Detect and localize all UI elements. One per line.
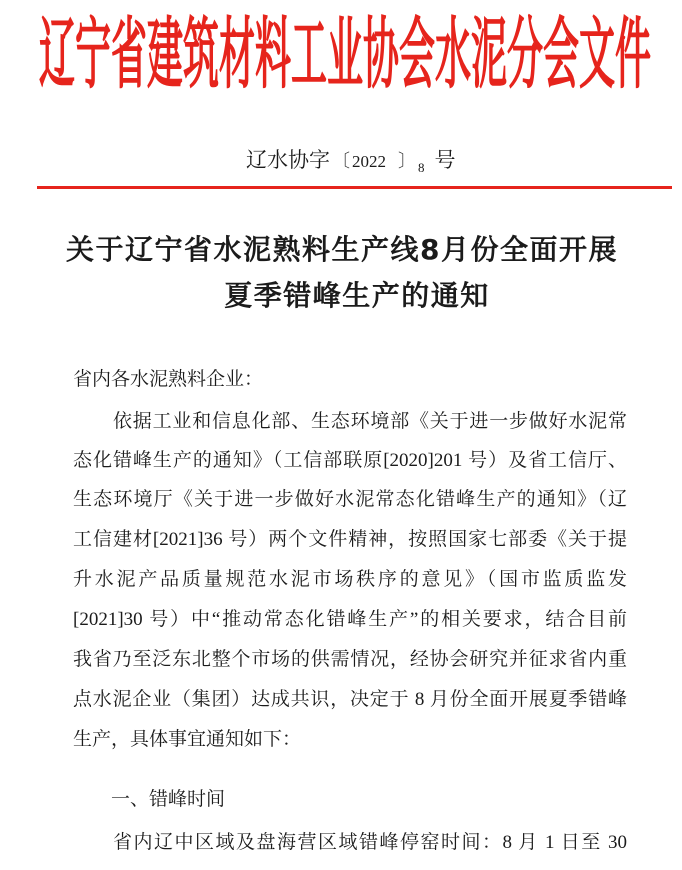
- document-number-suffix: 号: [434, 148, 456, 172]
- section-heading: 一、错峰时间: [111, 789, 226, 810]
- body-line: [2021]30 号）中“推动常态化错峰生产”的相关要求，结合目前: [73, 609, 627, 630]
- issuer-header-title: 辽宁省建筑材料工业协会水泥分会文件: [38, 11, 651, 100]
- body-line: 生产，具体事宜通知如下：: [73, 729, 302, 750]
- document-number-open-bracket: 〔: [332, 151, 350, 171]
- body-line: 我省乃至泛东北整个市场的供需情况，经协会研究并征求省内重: [73, 649, 627, 670]
- salutation: 省内各水泥熟料企业：: [73, 369, 264, 390]
- document-number-serial: 8: [418, 160, 425, 175]
- document-number-year: 2022: [352, 152, 386, 171]
- document-number-close-bracket: 〕: [398, 151, 416, 171]
- body-line: 工信建材[2021]36 号）两个文件精神，按照国家七部委《关于提: [73, 529, 627, 550]
- body-line: 点水泥企业（集团）达成共识，决定于 8 月份全面开展夏季错峰: [73, 689, 627, 710]
- body-line: 省内辽中区域及盘海营区域错峰停窑时间：8 月 1 日至 30: [113, 832, 627, 853]
- document-number-prefix: 辽水协字: [246, 148, 330, 172]
- document-title-line-1: 关于辽宁省水泥熟料生产线8月份全面开展: [66, 233, 618, 266]
- body-line: 依据工业和信息化部、生态环境部《关于进一步做好水泥常: [113, 411, 627, 432]
- document-number: [246, 146, 456, 174]
- document-title-line-2: 夏季错峰生产的通知: [224, 279, 490, 312]
- body-line: 态化错峰生产的通知》（工信部联原[2020]201 号）及省工信厅、: [73, 450, 627, 471]
- body-line: 生态环境厅《关于进一步做好水泥常态化错峰生产的通知》（辽: [73, 489, 627, 510]
- red-divider-line: [37, 186, 672, 189]
- body-line: 升水泥产品质量规范水泥市场秩序的意见》（国市监质监发: [73, 569, 627, 590]
